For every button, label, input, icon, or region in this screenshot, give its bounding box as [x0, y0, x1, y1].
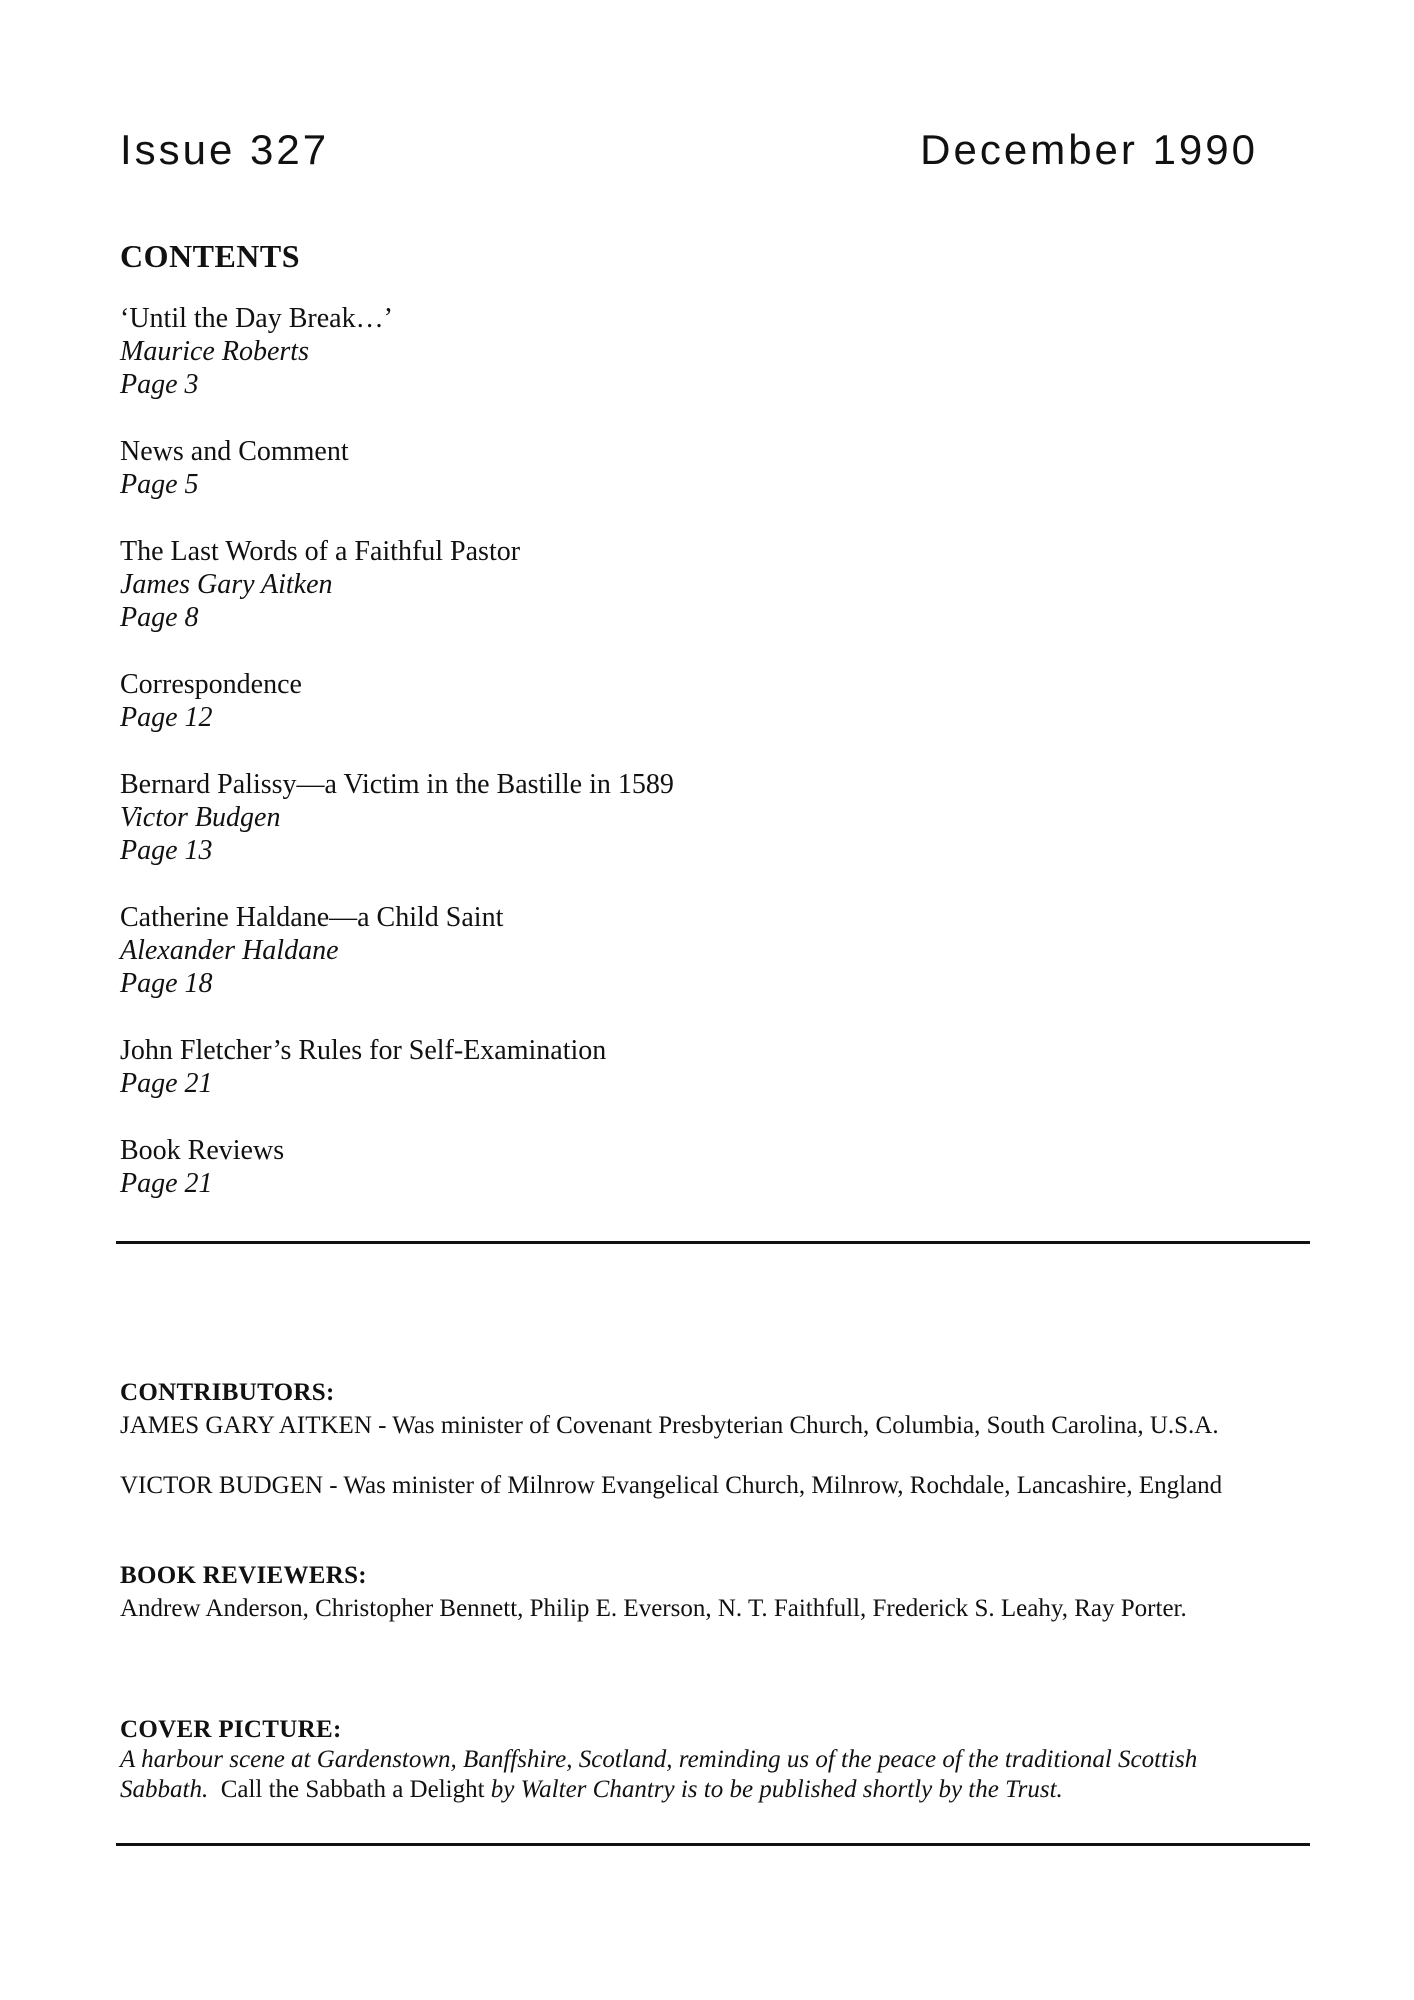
issue-date: December 1990: [920, 126, 1258, 173]
cover-caption-italic-end: by Walter Chantry is to be published shortly by the Trust.: [490, 1776, 1063, 1803]
contents-heading: CONTENTS: [120, 238, 301, 274]
entry-title: Catherine Haldane—a Child Saint: [120, 902, 504, 933]
entry-title: Bernard Palissy—a Victim in the Bastille in 1589: [120, 769, 674, 800]
contents-entry: [120, 535, 1220, 634]
contents-entry: [120, 901, 1220, 1000]
entry-title: Book Reviews: [120, 1135, 285, 1166]
entry-page: Page 18: [120, 968, 213, 999]
entry-title: News and Comment: [120, 436, 349, 467]
entry-author: Alexander Haldane: [120, 935, 339, 966]
entry-page: Page 13: [120, 835, 213, 866]
entry-page: Page 21: [120, 1168, 213, 1199]
contents-entry: [120, 302, 1220, 401]
contributor-entry: JAMES GARY AITKEN - Was minister of Covenant Presbyterian Church, Columbia, South Carolina, U.S.A.: [120, 1412, 1219, 1439]
entry-title: Correspondence: [120, 669, 302, 700]
entry-page: Page 5: [120, 469, 199, 500]
issue-header: [120, 126, 1258, 182]
entry-page: Page 21: [120, 1068, 213, 1099]
contents-entry: [120, 1134, 1220, 1200]
contents-entry: [120, 668, 1220, 734]
book-reviewers-heading: BOOK REVIEWERS:: [120, 1562, 367, 1589]
entry-page: Page 8: [120, 602, 199, 633]
contents-entry: [120, 435, 1220, 501]
cover-caption-italic-part: A harbour scene at Gardenstown, Banffshire, Scotland, reminding us of the peace of the traditional Scottish Sabbath.: [120, 1746, 1198, 1803]
divider-rule-top: [116, 1241, 1310, 1244]
entry-author: Maurice Roberts: [120, 336, 309, 367]
cover-picture-heading: COVER PICTURE:: [120, 1716, 342, 1743]
cover-caption-book-title: Call the Sabbath a Delight: [220, 1776, 485, 1803]
entry-title: The Last Words of a Faithful Pastor: [120, 536, 521, 567]
entry-page: Page 3: [120, 369, 199, 400]
entry-author: James Gary Aitken: [120, 569, 333, 600]
book-reviewers-list: Andrew Anderson, Christopher Bennett, Philip E. Everson, N. T. Faithfull, Frederick S. Leahy, Ray Porter.: [120, 1595, 1187, 1622]
contributors-heading: CONTRIBUTORS:: [120, 1379, 335, 1406]
entry-author: Victor Budgen: [120, 802, 281, 833]
contents-entry: [120, 768, 1220, 867]
contents-entry: [120, 1034, 1220, 1100]
entry-title: ‘Until the Day Break…’: [120, 303, 393, 334]
entry-title: John Fletcher’s Rules for Self-Examination: [120, 1035, 607, 1066]
contents-list: [120, 302, 1220, 1234]
issue-number: Issue 327: [120, 126, 330, 173]
cover-picture-caption: [120, 1745, 1280, 1805]
contributor-entry: VICTOR BUDGEN - Was minister of Milnrow Evangelical Church, Milnrow, Rochdale, Lancashire, England: [120, 1472, 1223, 1499]
entry-page: Page 12: [120, 702, 213, 733]
divider-rule-bottom: [116, 1843, 1310, 1846]
